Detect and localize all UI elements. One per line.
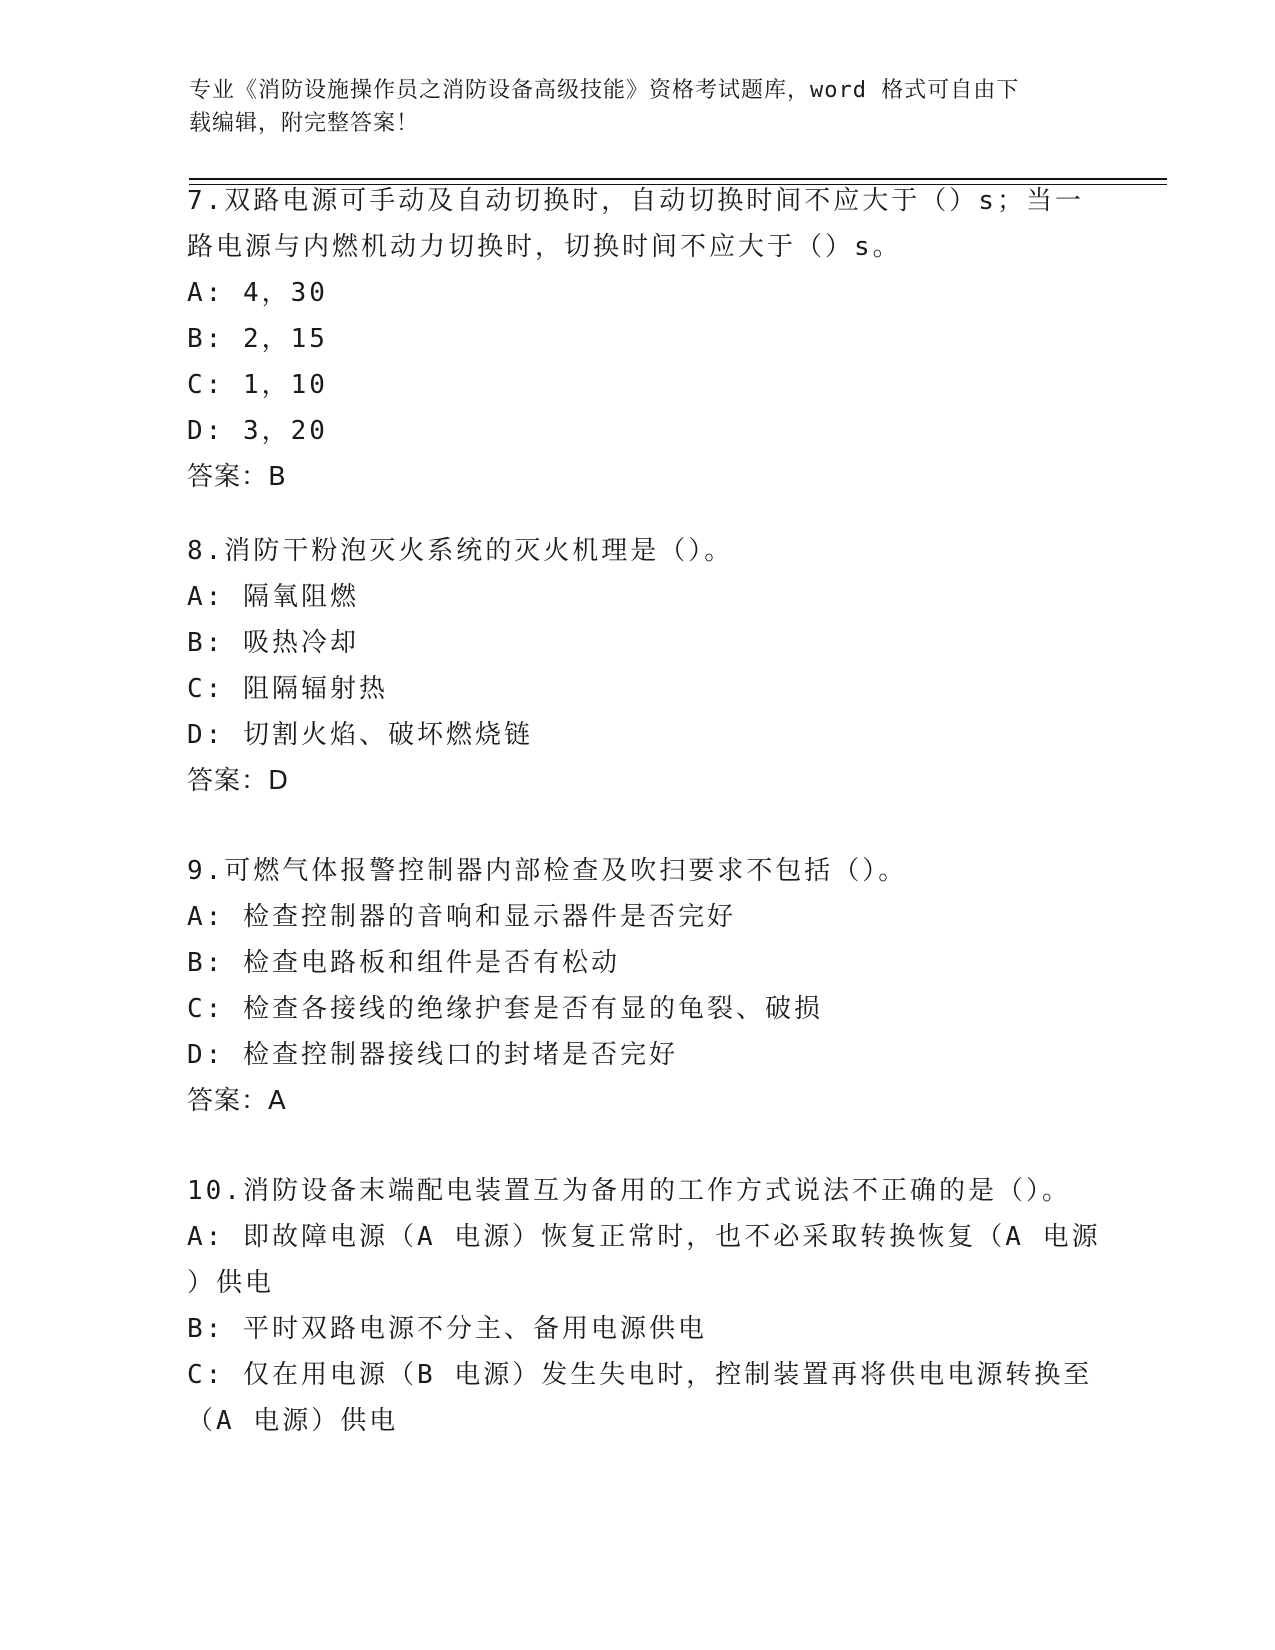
option-b: B: 检查电路板和组件是否有松动: [187, 948, 620, 978]
question-stem: 9.可燃气体报警控制器内部检查及吹扫要求不包括（）。: [187, 856, 908, 886]
option-b: B: 吸热冷却: [187, 628, 359, 658]
option-a-continued: ）供电: [187, 1268, 275, 1298]
question-stem: 7.双路电源可手动及自动切换时，自动切换时间不应大于（）s；当一: [187, 186, 1084, 216]
question-7: [187, 178, 1087, 500]
option-b: B: 2，15: [187, 324, 328, 354]
question-8: [187, 528, 1087, 804]
option-a: A: 即故障电源（A 电源）恢复正常时，也不必采取转换恢复（A 电源: [187, 1222, 1101, 1252]
option-d: D: 检查控制器接线口的封堵是否完好: [187, 1040, 678, 1070]
header-line-2: 载编辑，附完整答案！: [189, 111, 420, 136]
option-c-continued: （A 电源）供电: [187, 1406, 399, 1436]
answer: 答案：A: [187, 1086, 287, 1116]
option-d: D: 切割火焰、破坏燃烧链: [187, 720, 533, 750]
question-stem: 10.消防设备末端配电装置互为备用的工作方式说法不正确的是（）。: [187, 1176, 1071, 1206]
option-c: C: 1，10: [187, 370, 328, 400]
question-stem: 8.消防干粉泡灭火系统的灭火机理是（）。: [187, 536, 734, 566]
answer: 答案：D: [187, 766, 290, 796]
option-c: C: 仅在用电源（B 电源）发生失电时，控制装置再将供电电源转换至: [187, 1360, 1093, 1390]
option-a: A: 隔氧阻燃: [187, 582, 359, 612]
question-9: [187, 848, 1087, 1124]
header-line-1: 专业《消防设施操作员之消防设备高级技能》资格考试题库，word 格式可自由下: [189, 78, 1020, 103]
option-d: D: 3，20: [187, 416, 328, 446]
question-10: [187, 1168, 1101, 1444]
question-stem: 路电源与内燃机动力切换时，切换时间不应大于（）s。: [187, 232, 902, 262]
answer: 答案：B: [187, 462, 287, 492]
option-a: A: 检查控制器的音响和显示器件是否完好: [187, 902, 736, 932]
option-b: B: 平时双路电源不分主、备用电源供电: [187, 1314, 707, 1344]
document-header: [189, 74, 1079, 140]
option-c: C: 检查各接线的绝缘护套是否有显的龟裂、破损: [187, 994, 823, 1024]
option-a: A: 4，30: [187, 278, 328, 308]
option-c: C: 阻隔辐射热: [187, 674, 388, 704]
